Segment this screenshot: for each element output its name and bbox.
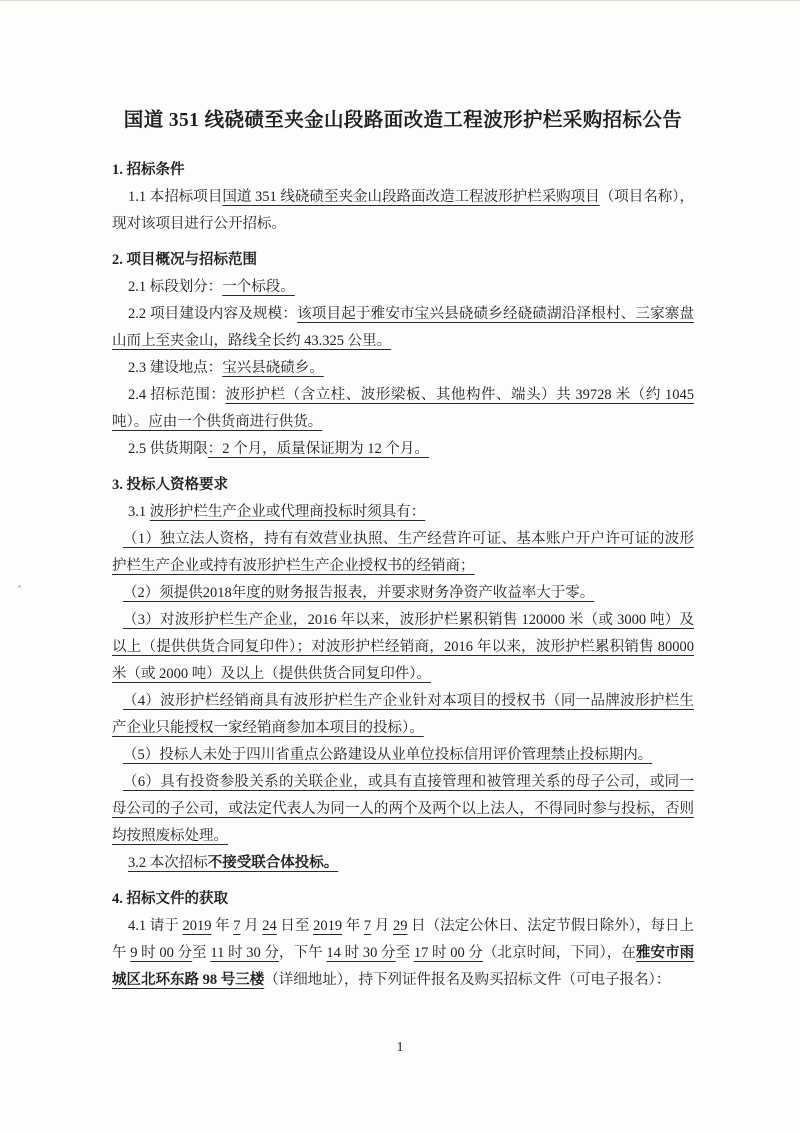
text-segment: 2.1 标段划分： xyxy=(128,279,223,295)
section-2-heading xyxy=(112,247,694,274)
text-segment: （6）具有投资参股关系的关联企业，或具有直接管理和被管理关系的母子公司，或同一母公司的子公司，或法定代表人为同一人的两个及两个以上法人，不得同时参与投标，否则均按照废标处理。 xyxy=(112,774,694,844)
text-segment: 至 xyxy=(395,945,414,961)
document-body xyxy=(112,157,694,994)
text-segment: 3. 投标人资格要求 xyxy=(112,477,228,493)
text-segment: 17 时 00 分 xyxy=(413,945,483,961)
clause-2-3 xyxy=(112,355,694,382)
text-segment: 7 xyxy=(363,918,372,934)
scan-speck-artifact xyxy=(18,585,21,588)
clause-2-4 xyxy=(112,382,694,436)
clause-3-2 xyxy=(112,850,694,877)
text-segment: 4. 招标文件的获取 xyxy=(112,891,228,907)
text-segment: 29 xyxy=(392,918,408,934)
clause-3-1 xyxy=(112,499,694,526)
text-segment: 1.1 本招标项目 xyxy=(128,189,223,205)
text-segment: （1）独立法人资格，持有有效营业执照、生产经营许可证、基本账户开户许可证的波形护栏生产企业或持有波形护栏生产企业授权书的经销商； xyxy=(112,531,694,574)
text-segment: ，下午 xyxy=(279,945,327,961)
text-segment: ：2 个月，质量保证期为 12 个月。 xyxy=(207,441,429,457)
text-segment: 月 xyxy=(371,918,393,934)
section-3-heading xyxy=(112,472,694,499)
clause-3-1-item-1 xyxy=(112,526,694,580)
text-segment: 日至 xyxy=(276,918,314,934)
text-segment: 3.2 本次招标 xyxy=(128,855,208,871)
section-4-heading xyxy=(112,886,694,913)
clause-3-1-item-4 xyxy=(112,688,694,742)
text-segment: 7 xyxy=(233,918,241,934)
clause-3-1-item-2 xyxy=(112,580,694,607)
text-segment: 波形护栏（含立柱、波形梁板、其他构件、端头）共 39728 米（约 1045 吨）。应由一个供货商进行供货。 xyxy=(112,387,695,430)
text-segment: 国道 351 线硗碛至夹金山段路面改造工程波形护栏采购项目 xyxy=(222,189,600,205)
text-segment: 9 时 00 分 xyxy=(130,945,193,961)
text-segment: 1. 招标条件 xyxy=(112,162,185,178)
clause-3-1-item-5 xyxy=(112,742,694,769)
text-segment: 月 xyxy=(240,918,263,934)
clause-3-1-item-6 xyxy=(112,769,694,850)
text-segment: （项目名称），现对该项目进行公开招标。 xyxy=(112,189,695,232)
text-segment: （3）对波形护栏生产企业，2016 年以来，波形护栏累积销售 120000 米（或 3000 吨）及以上（提供供货合同复印件）；对波形护栏经销商，2016 年以来，波形护栏累积销售 80000 米（或 2000 吨）及以上（提供供货合同复印件）。 xyxy=(112,612,694,682)
text-segment: 24 xyxy=(262,918,277,934)
text-segment: 2.4 招标范围： xyxy=(128,387,226,403)
text-segment: 该项目起于雅安市宝兴县硗碛乡经硗碛湖沿泽根村、三家寨盘山而上至夹金山，路线全长约 43.325 公里。 xyxy=(112,306,695,349)
clause-4-1 xyxy=(112,913,694,994)
text-segment: （详细地址），持下列证件报名及购买招标文件（可电子报名）： xyxy=(264,972,671,988)
text-segment: 年 xyxy=(342,918,364,934)
text-segment: 年 xyxy=(211,918,234,934)
text-segment: （5）投标人未处于四川省重点公路建设从业单位投标信用评价管理禁止投标期内。 xyxy=(123,747,653,763)
text-segment: 2.5 供货期限 xyxy=(128,441,208,457)
document-content xyxy=(112,106,694,994)
text-segment: 至 xyxy=(192,945,211,961)
section-1-heading xyxy=(112,157,694,184)
text-segment: 3.1 xyxy=(128,504,150,520)
text-segment: 2. 项目概况与招标范围 xyxy=(112,252,257,268)
text-segment: 4.1 请于 xyxy=(128,918,183,934)
scan-edge-artifact xyxy=(0,0,800,1)
text-segment: 一个标段。 xyxy=(222,279,295,295)
text-segment: （4）波形护栏经销商具有波形护栏生产企业针对本项目的授权书（同一品牌波形护栏生产企业只能授权一家经销商参加本项目的投标）。 xyxy=(112,693,694,736)
clause-2-2 xyxy=(112,301,694,355)
text-segment: （北京时间，下同），在 xyxy=(483,945,636,961)
text-segment: 不接受联合体投标。 xyxy=(207,855,339,871)
text-segment: 宝兴县硗碛乡。 xyxy=(222,360,324,376)
text-segment: 波形护栏生产企业或代理商投标时须具有： xyxy=(149,504,426,520)
text-segment: 日（法定公休日、法定节假日除外），每日上午 xyxy=(112,918,695,961)
text-segment: 雅安市雨城区北环东路 98 号三楼 xyxy=(112,945,695,988)
text-segment: 2.3 建设地点： xyxy=(128,360,223,376)
text-segment: （2）须提供2018年度的财务报告报表，并要求财务净资产收益率大于零。 xyxy=(123,585,595,601)
text-segment: 14 时 30 分 xyxy=(326,945,396,961)
page-number: 1 xyxy=(396,1040,404,1055)
text-segment: 11 时 30 分 xyxy=(210,945,280,961)
text-segment: 2019 xyxy=(313,918,343,934)
text-segment: 2.2 项目建设内容及规模： xyxy=(128,306,298,322)
clause-2-1 xyxy=(112,274,694,301)
text-segment: 2019 xyxy=(182,918,212,934)
clause-3-1-item-3 xyxy=(112,607,694,688)
clause-2-5 xyxy=(112,436,694,463)
document-title: 国道 351 线硗碛至夹金山段路面改造工程波形护栏采购招标公告 xyxy=(123,110,683,131)
clause-1-1 xyxy=(112,184,694,238)
